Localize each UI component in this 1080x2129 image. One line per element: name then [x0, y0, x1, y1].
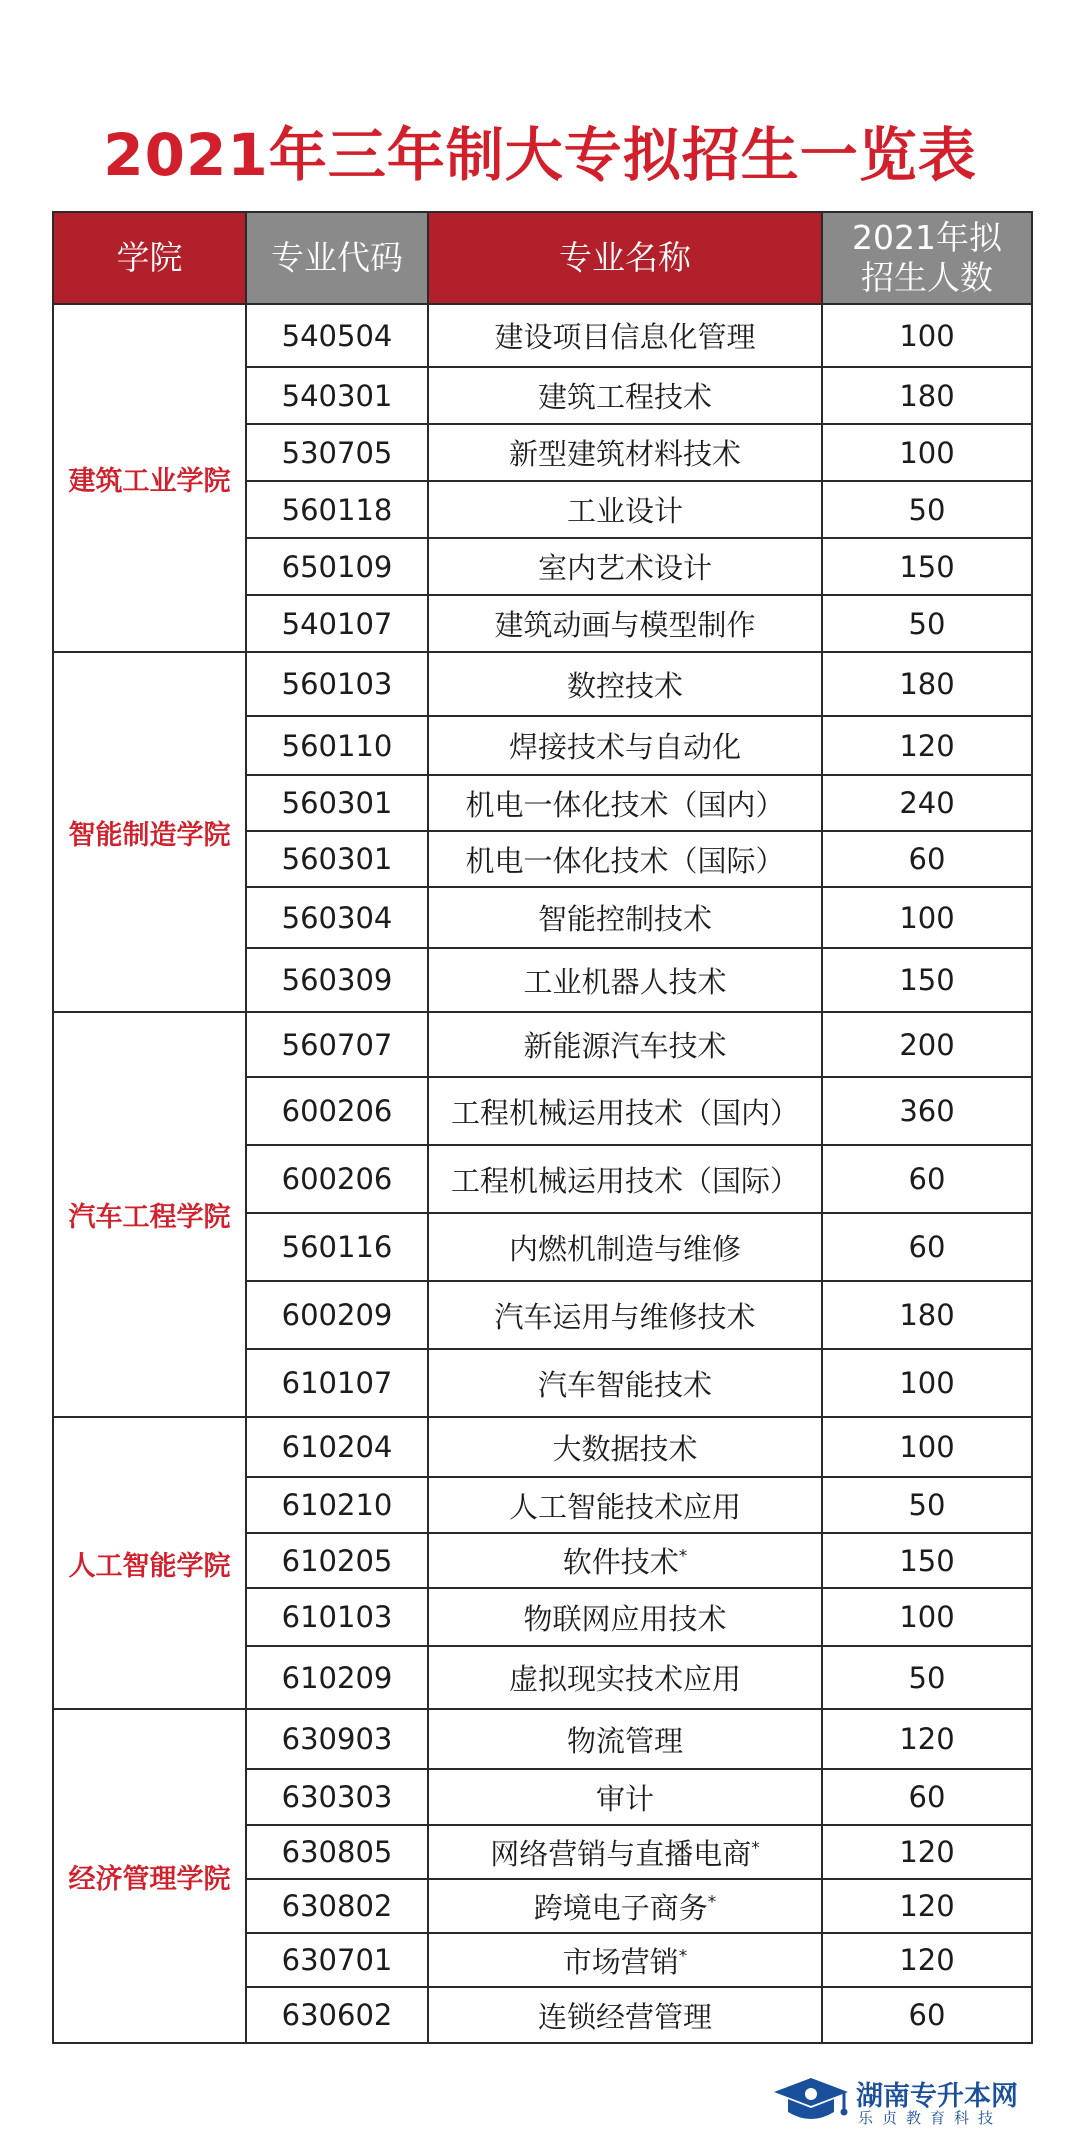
code-cell: 600209: [246, 1281, 428, 1349]
code-cell: 630303: [246, 1769, 428, 1825]
major-name-cell: [428, 1012, 822, 1077]
major-name: 工业机器人技术: [523, 964, 727, 999]
major-name-cell: [428, 1477, 822, 1533]
count-cell: 150: [822, 1533, 1032, 1588]
college-cell: 建筑工业学院: [53, 304, 246, 652]
code-cell: 540107: [246, 595, 428, 652]
major-name-cell: [428, 595, 822, 652]
college-cell: 智能制造学院: [53, 652, 246, 1012]
count-cell: 50: [822, 1646, 1032, 1709]
code-cell: 560304: [246, 887, 428, 948]
major-name: 物联网应用技术: [523, 1601, 727, 1636]
count-cell: 120: [822, 716, 1032, 775]
major-name: 智能控制技术: [537, 902, 712, 936]
major-name-cell: [428, 652, 822, 716]
major-name-cell: [428, 831, 822, 887]
code-cell: 630701: [246, 1933, 428, 1987]
count-cell: 50: [822, 595, 1032, 652]
watermark-logo: [770, 2072, 1070, 2129]
college-cell: 汽车工程学院: [53, 1012, 246, 1417]
header-count-line2: 招生人数: [861, 258, 993, 297]
table-row: [53, 1709, 1032, 1769]
count-cell: 150: [822, 538, 1032, 595]
count-cell: 100: [822, 1349, 1032, 1417]
count-cell: 150: [822, 948, 1032, 1012]
major-name-cell: [428, 1533, 822, 1588]
code-cell: 540504: [246, 304, 428, 367]
major-name-cell: [428, 1281, 822, 1349]
major-name-cell: [428, 424, 822, 481]
major-name-cell: [428, 1588, 822, 1646]
major-name-cell: [428, 1417, 822, 1477]
code-cell: 630602: [246, 1987, 428, 2043]
major-name-cell: [428, 1709, 822, 1769]
major-name: 建设项目信息化管理: [494, 320, 756, 354]
count-cell: 360: [822, 1077, 1032, 1145]
count-cell: 180: [822, 1281, 1032, 1349]
code-cell: 610204: [246, 1417, 428, 1477]
major-name: 室内艺术设计: [537, 551, 712, 585]
code-cell: 560707: [246, 1012, 428, 1077]
code-cell: 560103: [246, 652, 428, 716]
code-cell: 630802: [246, 1879, 428, 1933]
code-cell: 540301: [246, 367, 428, 424]
count-cell: 120: [822, 1825, 1032, 1879]
header-name: 专业名称: [428, 212, 822, 304]
major-name: 工程机械运用技术（国际）: [450, 1163, 799, 1198]
count-cell: 50: [822, 481, 1032, 538]
star-mark: *: [678, 1945, 688, 1966]
major-name-cell: [428, 481, 822, 538]
major-name-cell: [428, 887, 822, 948]
count-cell: 60: [822, 1769, 1032, 1825]
count-cell: 100: [822, 1417, 1032, 1477]
count-cell: 60: [822, 831, 1032, 887]
major-name-cell: [428, 1646, 822, 1709]
major-name: 汽车运用与维修技术: [494, 1299, 756, 1334]
major-name-cell: [428, 1987, 822, 2043]
major-name: 新型建筑材料技术: [508, 437, 741, 471]
code-cell: 560301: [246, 831, 428, 887]
header-college: 学院: [53, 212, 246, 304]
table-header-row: [53, 212, 1032, 304]
count-cell: 60: [822, 1213, 1032, 1281]
count-cell: 120: [822, 1879, 1032, 1933]
count-cell: 50: [822, 1477, 1032, 1533]
major-name: 建筑工程技术: [537, 380, 712, 414]
code-cell: 560309: [246, 948, 428, 1012]
major-name-cell: [428, 538, 822, 595]
major-name-cell: [428, 775, 822, 831]
major-name: 软件技术: [562, 1545, 679, 1579]
table-row: [53, 652, 1032, 716]
major-name: 工业设计: [566, 494, 683, 528]
code-cell: 530705: [246, 424, 428, 481]
code-cell: 600206: [246, 1077, 428, 1145]
code-cell: 600206: [246, 1145, 428, 1213]
count-cell: 100: [822, 887, 1032, 948]
major-name-cell: [428, 304, 822, 367]
page-title: 2021年三年制大专拟招生一览表: [103, 121, 977, 189]
major-name-cell: [428, 1349, 822, 1417]
header-count: [822, 212, 1032, 304]
header-code: 专业代码: [246, 212, 428, 304]
major-name: 市场营销: [562, 1944, 679, 1979]
major-name: 汽车智能技术: [537, 1367, 712, 1402]
count-cell: 180: [822, 367, 1032, 424]
major-name: 人工智能技术应用: [508, 1489, 741, 1524]
major-name-cell: [428, 1825, 822, 1879]
major-name-cell: [428, 948, 822, 1012]
count-cell: 240: [822, 775, 1032, 831]
major-name: 连锁经营管理: [537, 1999, 712, 2034]
major-name: 建筑动画与模型制作: [494, 608, 756, 642]
college-cell: 人工智能学院: [53, 1417, 246, 1709]
code-cell: 560118: [246, 481, 428, 538]
major-name: 大数据技术: [552, 1431, 698, 1466]
major-name: 数控技术: [566, 668, 683, 703]
watermark-tagline: 乐贞教育科技: [858, 2109, 1003, 2127]
watermark-name: 湖南专升本网: [856, 2081, 1018, 2112]
header-count-line1: 2021年拟: [852, 218, 1002, 257]
count-cell: 100: [822, 424, 1032, 481]
code-cell: 610107: [246, 1349, 428, 1417]
star-mark: *: [678, 1546, 688, 1567]
count-cell: 200: [822, 1012, 1032, 1077]
major-name: 新能源汽车技术: [523, 1029, 727, 1063]
major-name-cell: [428, 1933, 822, 1987]
code-cell: 610103: [246, 1588, 428, 1646]
major-name: 内燃机制造与维修: [508, 1231, 741, 1266]
code-cell: 630903: [246, 1709, 428, 1769]
code-cell: 650109: [246, 538, 428, 595]
major-name-cell: [428, 1145, 822, 1213]
major-name-cell: [428, 1879, 822, 1933]
code-cell: 610209: [246, 1646, 428, 1709]
count-cell: 120: [822, 1933, 1032, 1987]
star-mark: *: [751, 1837, 760, 1858]
major-name: 网络营销与直播电商: [490, 1836, 752, 1871]
major-name: 虚拟现实技术应用: [508, 1662, 741, 1696]
star-mark: *: [707, 1891, 717, 1912]
table-row: [53, 1012, 1032, 1077]
college-cell: 经济管理学院: [53, 1709, 246, 2043]
major-name: 机电一体化技术（国际）: [465, 843, 785, 878]
count-cell: 60: [822, 1987, 1032, 2043]
major-name-cell: [428, 1213, 822, 1281]
code-cell: 560116: [246, 1213, 428, 1281]
code-cell: 610210: [246, 1477, 428, 1533]
major-name: 跨境电子商务: [533, 1890, 708, 1925]
count-cell: 120: [822, 1709, 1032, 1769]
count-cell: 100: [822, 304, 1032, 367]
graduation-cap-icon: [770, 2072, 852, 2129]
major-name-cell: [428, 1769, 822, 1825]
count-cell: 100: [822, 1588, 1032, 1646]
major-name: 机电一体化技术（国内）: [465, 787, 785, 822]
table-row: [53, 1417, 1032, 1477]
code-cell: 630805: [246, 1825, 428, 1879]
major-name-cell: [428, 716, 822, 775]
major-name: 审计: [595, 1781, 654, 1816]
major-name: 物流管理: [566, 1723, 683, 1758]
code-cell: 560301: [246, 775, 428, 831]
enrollment-table: [52, 211, 1033, 2044]
table-body: [53, 304, 1032, 2043]
code-cell: 560110: [246, 716, 428, 775]
count-cell: 180: [822, 652, 1032, 716]
code-cell: 610205: [246, 1533, 428, 1588]
major-name-cell: [428, 367, 822, 424]
major-name-cell: [428, 1077, 822, 1145]
major-name: 焊接技术与自动化: [508, 730, 741, 764]
major-name: 工程机械运用技术（国内）: [450, 1095, 799, 1130]
count-cell: 60: [822, 1145, 1032, 1213]
table-row: [53, 304, 1032, 367]
